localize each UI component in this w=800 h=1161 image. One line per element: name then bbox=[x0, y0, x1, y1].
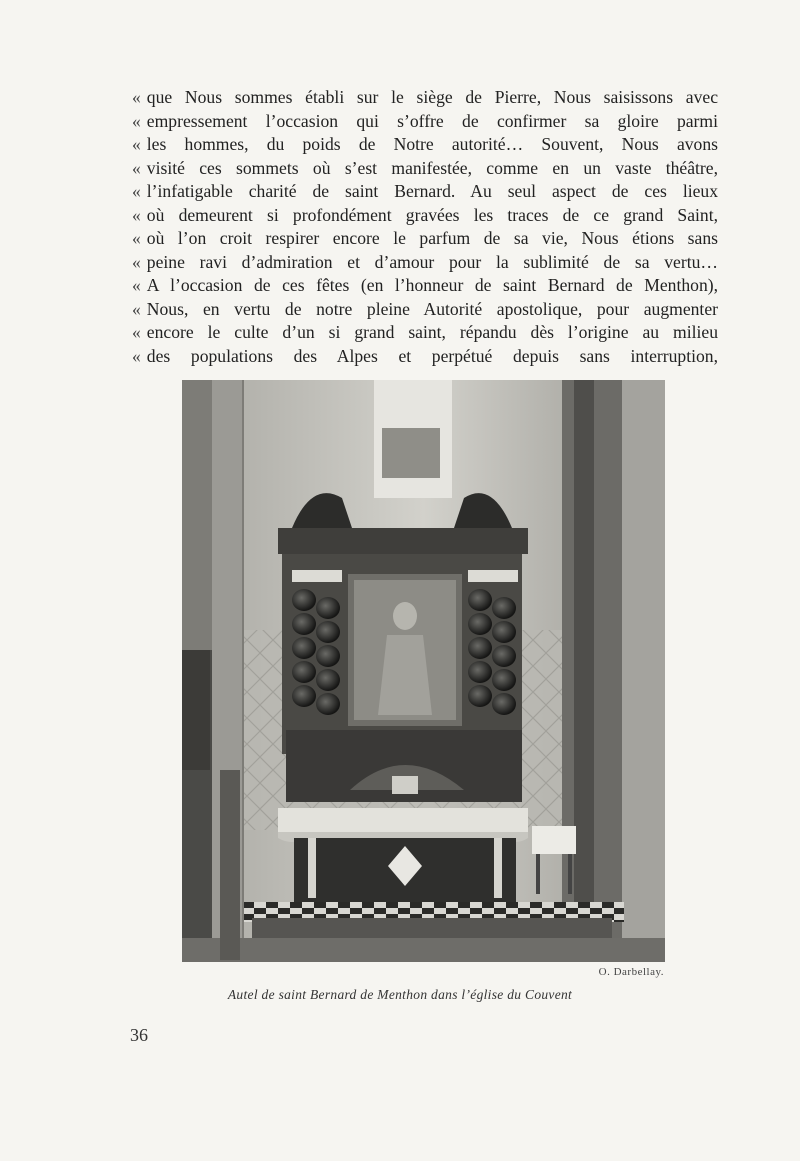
text-line: « A l’occasion de ces fêtes (en l’honneur de saint Bernard de Menthon), bbox=[132, 275, 718, 295]
text-line: « Nous, en vertu de notre pleine Autorité apostolique, pour augmenter bbox=[132, 298, 718, 319]
text-line: « les hommes, du poids de Notre autorité… Souvent, Nous avons bbox=[132, 134, 718, 154]
text-line: « encore le culte d’un si grand saint, répandu dès l’origine au milieu bbox=[132, 322, 718, 342]
photo-credit: O. Darbellay. bbox=[598, 966, 664, 978]
text-line: « l’infatigable charité de saint Bernard. Au seul aspect de ces lieux bbox=[132, 181, 718, 201]
altar-photograph bbox=[182, 380, 665, 962]
text-line: « où demeurent si profondément gravées les traces de ce grand Saint, bbox=[132, 204, 718, 225]
body-text bbox=[132, 86, 718, 368]
text-line: « que Nous sommes établi sur le siège de Pierre, Nous saisissons avec bbox=[132, 87, 718, 107]
page-number: 36 bbox=[130, 1025, 148, 1045]
text-line: « visité ces sommets où s’est manifestée, comme en un vaste théâtre, bbox=[132, 157, 718, 178]
text-line: « des populations des Alpes et perpétué depuis sans interruption, bbox=[132, 345, 718, 366]
photo-caption: Autel de saint Bernard de Menthon dans l’église du Couvent bbox=[227, 987, 573, 1002]
text-line: « où l’on croit respirer encore le parfum de sa vie, Nous étions sans bbox=[132, 228, 718, 248]
text-line: « peine ravi d’admiration et d’amour pour la sublimité de sa vertu… bbox=[132, 251, 718, 272]
text-line: « empressement l’occasion qui s’offre de confirmer sa gloire parmi bbox=[132, 110, 718, 131]
